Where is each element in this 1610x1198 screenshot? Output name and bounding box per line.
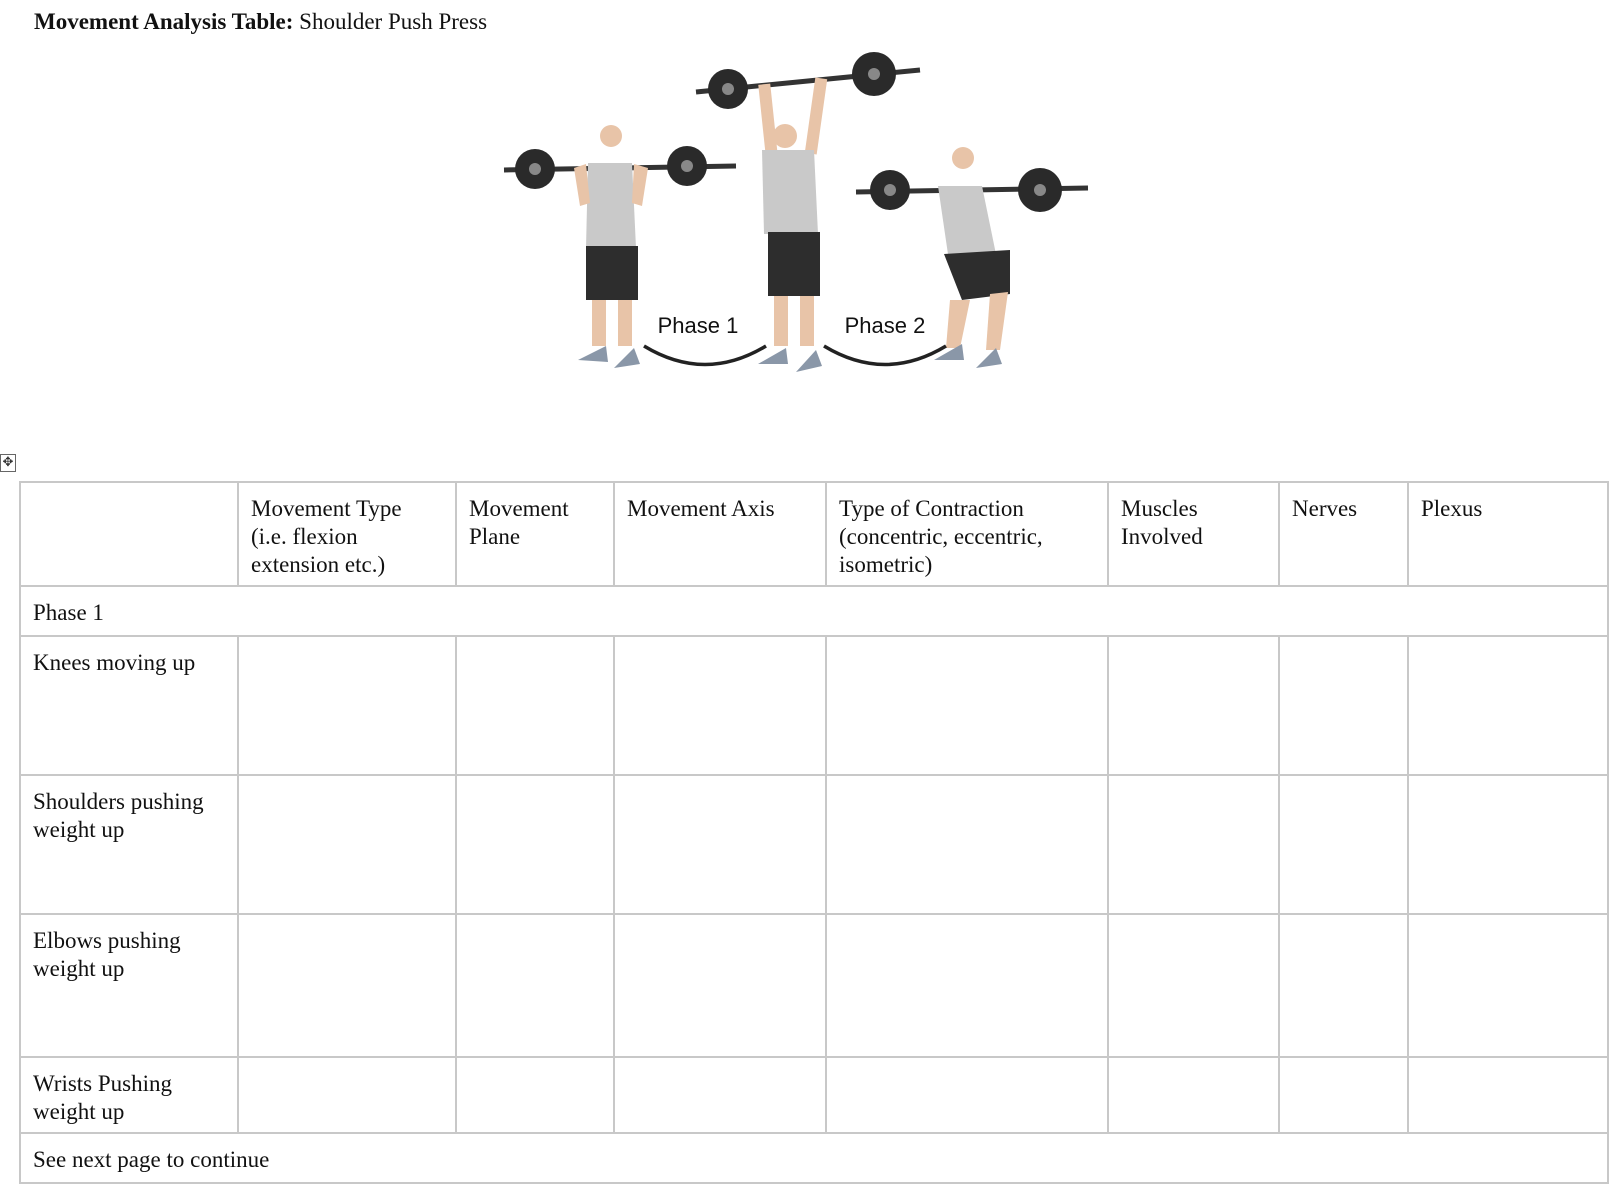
table-cell[interactable]	[1408, 1057, 1608, 1133]
movement-analysis-table	[19, 481, 1609, 1184]
row-label-elbows[interactable]: Elbows pushing weight up	[20, 914, 238, 1057]
table-cell[interactable]	[238, 775, 456, 914]
phase1-arc	[644, 346, 766, 365]
table-cell[interactable]	[1279, 775, 1408, 914]
row-label-wrists[interactable]: Wrists Pushing weight up	[20, 1057, 238, 1133]
table-cell[interactable]	[614, 636, 826, 775]
row-label-knees[interactable]: Knees moving up	[20, 636, 238, 775]
table-row	[20, 914, 1608, 1057]
table-cell[interactable]	[614, 914, 826, 1057]
footer-row	[20, 1133, 1608, 1183]
table-cell[interactable]	[1279, 1057, 1408, 1133]
table-cell[interactable]	[456, 914, 614, 1057]
phase2-label: Phase 2	[844, 313, 926, 338]
header-movement-axis[interactable]: Movement Axis	[614, 482, 826, 586]
table-cell[interactable]	[456, 636, 614, 775]
header-plexus[interactable]: Plexus	[1408, 482, 1608, 586]
table-cell[interactable]	[1108, 775, 1279, 914]
table-cell[interactable]	[456, 775, 614, 914]
table-cell[interactable]	[1108, 1057, 1279, 1133]
table-cell[interactable]	[826, 775, 1108, 914]
header-muscles-involved[interactable]: Muscles Involved	[1108, 482, 1279, 586]
table-cell[interactable]	[826, 636, 1108, 775]
table-cell[interactable]	[614, 775, 826, 914]
title-rest: Shoulder Push Press	[293, 9, 488, 34]
document-title	[34, 6, 487, 38]
table-cell[interactable]	[1408, 914, 1608, 1057]
table-cell[interactable]	[238, 636, 456, 775]
table-cell[interactable]	[238, 1057, 456, 1133]
table-cell[interactable]	[238, 914, 456, 1057]
header-cell-empty[interactable]	[20, 482, 238, 586]
table-row	[20, 1057, 1608, 1133]
phase1-label: Phase 1	[657, 313, 739, 338]
phase-row	[20, 586, 1608, 636]
header-nerves[interactable]: Nerves	[1279, 482, 1408, 586]
table-cell[interactable]	[1408, 636, 1608, 775]
table-cell[interactable]	[826, 1057, 1108, 1133]
row-label-shoulders[interactable]: Shoulders pushing weight up	[20, 775, 238, 914]
move-arrows-icon[interactable]: ✥	[0, 454, 16, 472]
table-cell[interactable]	[1408, 775, 1608, 914]
table-cell[interactable]	[1279, 636, 1408, 775]
table-cell[interactable]	[1279, 914, 1408, 1057]
header-movement-type[interactable]: Movement Type (i.e. flexion extension etc.)	[238, 482, 456, 586]
title-bold: Movement Analysis Table:	[34, 9, 294, 34]
push-press-illustration	[500, 38, 1100, 378]
table-cell[interactable]	[826, 914, 1108, 1057]
table-row	[20, 775, 1608, 914]
continue-note[interactable]: See next page to continue	[20, 1133, 1608, 1183]
push-press-figure-svg	[500, 38, 1100, 378]
table-cell[interactable]	[1108, 636, 1279, 775]
header-movement-plane[interactable]: Movement Plane	[456, 482, 614, 586]
phase2-arc	[824, 346, 946, 365]
table-cell[interactable]	[614, 1057, 826, 1133]
table-header-row	[20, 482, 1608, 586]
table-row	[20, 636, 1608, 775]
table-cell[interactable]	[456, 1057, 614, 1133]
table-cell[interactable]	[1108, 914, 1279, 1057]
phase-1-cell[interactable]: Phase 1	[20, 586, 1608, 636]
header-type-of-contraction[interactable]: Type of Contraction (concentric, eccentric, isometric)	[826, 482, 1108, 586]
